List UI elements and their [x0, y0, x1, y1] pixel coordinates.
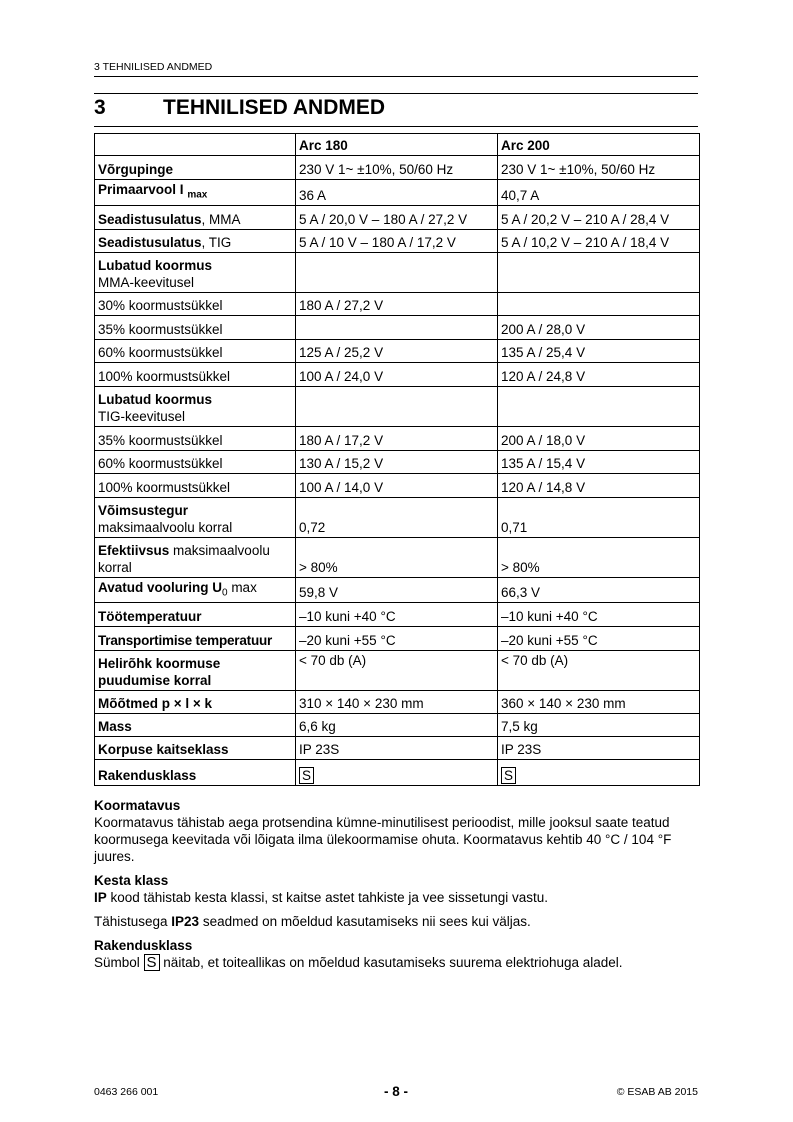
section-title — [94, 96, 698, 124]
value-arc200: 230 V 1~ ±10%, 50/60 Hz — [498, 156, 700, 180]
s-symbol-icon: S — [501, 767, 516, 784]
value-arc200: 40,7 A — [498, 180, 700, 206]
model-arc180: Arc 180 — [296, 134, 498, 156]
table-row — [95, 339, 700, 362]
application-text: Sümbol S näitab, et toiteallikas on mõeldud kasutamiseks suurema elektriohuga aladel. — [94, 954, 623, 971]
row-label: Töötemperatuur — [95, 603, 296, 627]
row-label: 100% koormustsükkel — [95, 473, 296, 497]
document-number: 0463 266 001 — [94, 1086, 159, 1098]
row-label: Lubatud koormus MMA-keevitusel — [95, 252, 296, 292]
table-row — [95, 205, 700, 229]
s-symbol-icon: S — [144, 954, 160, 971]
table-row — [95, 180, 700, 206]
section-title-text: TEHNILISED ANDMED — [163, 96, 386, 119]
value-arc180 — [296, 252, 498, 292]
table-row — [95, 651, 700, 691]
row-label: Rakendusklass — [95, 760, 296, 786]
value-arc200: 7,5 kg — [498, 714, 700, 737]
table-row — [95, 714, 700, 737]
value-arc200 — [498, 760, 700, 786]
value-arc200: 120 A / 24,8 V — [498, 362, 700, 386]
value-arc180: > 80% — [296, 537, 498, 577]
value-arc180: 180 A / 17,2 V — [296, 426, 498, 450]
value-arc200: 5 A / 20,2 V – 210 A / 28,4 V — [498, 205, 700, 229]
value-arc200: > 80% — [498, 537, 700, 577]
table-row — [95, 252, 700, 292]
value-arc180 — [296, 315, 498, 339]
row-label: Seadistusulatus, MMA — [95, 205, 296, 229]
value-arc180: 100 A / 14,0 V — [296, 473, 498, 497]
enclosure-text-2: Tähistusega IP23 seadmed on mõeldud kasutamiseks nii sees kui väljas. — [94, 914, 531, 929]
row-label: Avatud vooluring $U_0$ max — [95, 577, 296, 603]
row-label: Primaarvool I $_{max}$ — [95, 180, 296, 206]
row-label: Lubatud koormus TIG-keevitusel — [95, 386, 296, 426]
value-arc200: 200 A / 18,0 V — [498, 426, 700, 450]
value-arc180: 59,8 V — [296, 577, 498, 603]
value-arc180: 5 A / 10 V – 180 A / 17,2 V — [296, 229, 498, 252]
value-arc200: 360 × 140 × 230 mm — [498, 691, 700, 714]
table-row — [95, 229, 700, 252]
table-row — [95, 691, 700, 714]
row-label: 35% koormustsükkel — [95, 426, 296, 450]
value-arc180: 0,72 — [296, 497, 498, 537]
row-label: Võimsustegur maksimaalvoolu korral — [95, 497, 296, 537]
value-arc180 — [296, 386, 498, 426]
table-row — [95, 627, 700, 651]
table-row — [95, 362, 700, 386]
table-row — [95, 537, 700, 577]
value-arc180: 100 A / 24,0 V — [296, 362, 498, 386]
copyright: © ESAB AB 2015 — [616, 1086, 698, 1098]
value-arc200: IP 23S — [498, 737, 700, 760]
value-arc200: 5 A / 10,2 V – 210 A / 18,4 V — [498, 229, 700, 252]
value-arc180: –20 kuni +55 °C — [296, 627, 498, 651]
table-row — [95, 315, 700, 339]
page-footer — [94, 1084, 698, 1104]
table-row — [95, 292, 700, 315]
table-row — [95, 497, 700, 537]
row-label: Helirõhk koormuse puudumise korral — [95, 651, 296, 691]
table-row — [95, 386, 700, 426]
value-arc180: –10 kuni +40 °C — [296, 603, 498, 627]
row-label: Seadistusulatus, TIG — [95, 229, 296, 252]
title-bottom-rule — [94, 126, 698, 127]
table-row — [95, 760, 700, 786]
enclosure-heading: Kesta klass — [94, 873, 169, 888]
value-arc180: 230 V 1~ ±10%, 50/60 Hz — [296, 156, 498, 180]
duty-heading: Koormatavus — [94, 798, 181, 813]
value-arc200: 120 A / 14,8 V — [498, 473, 700, 497]
row-label: 60% koormustsükkel — [95, 450, 296, 473]
section-number: 3 — [94, 96, 106, 119]
value-arc200: 200 A / 28,0 V — [498, 315, 700, 339]
row-label: Efektiivsus maksimaalvoolu korral — [95, 537, 296, 577]
value-arc180: 125 A / 25,2 V — [296, 339, 498, 362]
table-row — [95, 737, 700, 760]
value-arc180: 5 A / 20,0 V – 180 A / 27,2 V — [296, 205, 498, 229]
value-arc180: < 70 db (A) — [296, 651, 498, 691]
title-top-rule — [94, 93, 698, 94]
model-arc200: Arc 200 — [498, 134, 700, 156]
running-header: 3 TEHNILISED ANDMED — [94, 61, 698, 77]
value-arc200: –20 kuni +55 °C — [498, 627, 700, 651]
header-empty-cell — [95, 134, 296, 156]
value-arc200 — [498, 252, 700, 292]
table-header-row — [95, 134, 700, 156]
value-arc200: 66,3 V — [498, 577, 700, 603]
value-arc180: 6,6 kg — [296, 714, 498, 737]
table-row — [95, 156, 700, 180]
row-label: Mass — [95, 714, 296, 737]
row-label: Mõõtmed p × l × k — [95, 691, 296, 714]
row-label: Transportimise temperatuur — [95, 627, 296, 651]
value-arc180 — [296, 760, 498, 786]
table-row — [95, 450, 700, 473]
page-number: - 8 - — [383, 1084, 408, 1099]
value-arc180: 130 A / 15,2 V — [296, 450, 498, 473]
table-row — [95, 426, 700, 450]
application-heading: Rakendusklass — [94, 938, 193, 953]
value-arc200 — [498, 292, 700, 315]
row-label: Korpuse kaitseklass — [95, 737, 296, 760]
row-label: 35% koormustsükkel — [95, 315, 296, 339]
specifications-table — [94, 133, 700, 786]
value-arc180: 36 A — [296, 180, 498, 206]
value-arc180: IP 23S — [296, 737, 498, 760]
value-arc200 — [498, 386, 700, 426]
row-label: Võrgupinge — [95, 156, 296, 180]
row-label: 60% koormustsükkel — [95, 339, 296, 362]
value-arc200: –10 kuni +40 °C — [498, 603, 700, 627]
table-row — [95, 603, 700, 627]
value-arc180: 180 A / 27,2 V — [296, 292, 498, 315]
table-row — [95, 473, 700, 497]
value-arc200: 135 A / 25,4 V — [498, 339, 700, 362]
table-row — [95, 577, 700, 603]
enclosure-text-1: IP kood tähistab kesta klassi, st kaitse astet tahkiste ja vee sissetungi vastu. — [94, 890, 548, 905]
value-arc200: < 70 db (A) — [498, 651, 700, 691]
row-label: 30% koormustsükkel — [95, 292, 296, 315]
row-label: 100% koormustsükkel — [95, 362, 296, 386]
value-arc180: 310 × 140 × 230 mm — [296, 691, 498, 714]
duty-text: Koormatavus tähistab aega protsendina kümne-minutilisest perioodist, mille jooksul saate teatud koormusega keevitada või lõigata ilma ülekoormamise ohuta. Koormatavus kehtib 40 °C / 104 °F juures. — [94, 815, 672, 864]
s-symbol-icon: S — [299, 767, 314, 784]
value-arc200: 0,71 — [498, 497, 700, 537]
value-arc200: 135 A / 15,4 V — [498, 450, 700, 473]
notes-section — [94, 797, 698, 978]
